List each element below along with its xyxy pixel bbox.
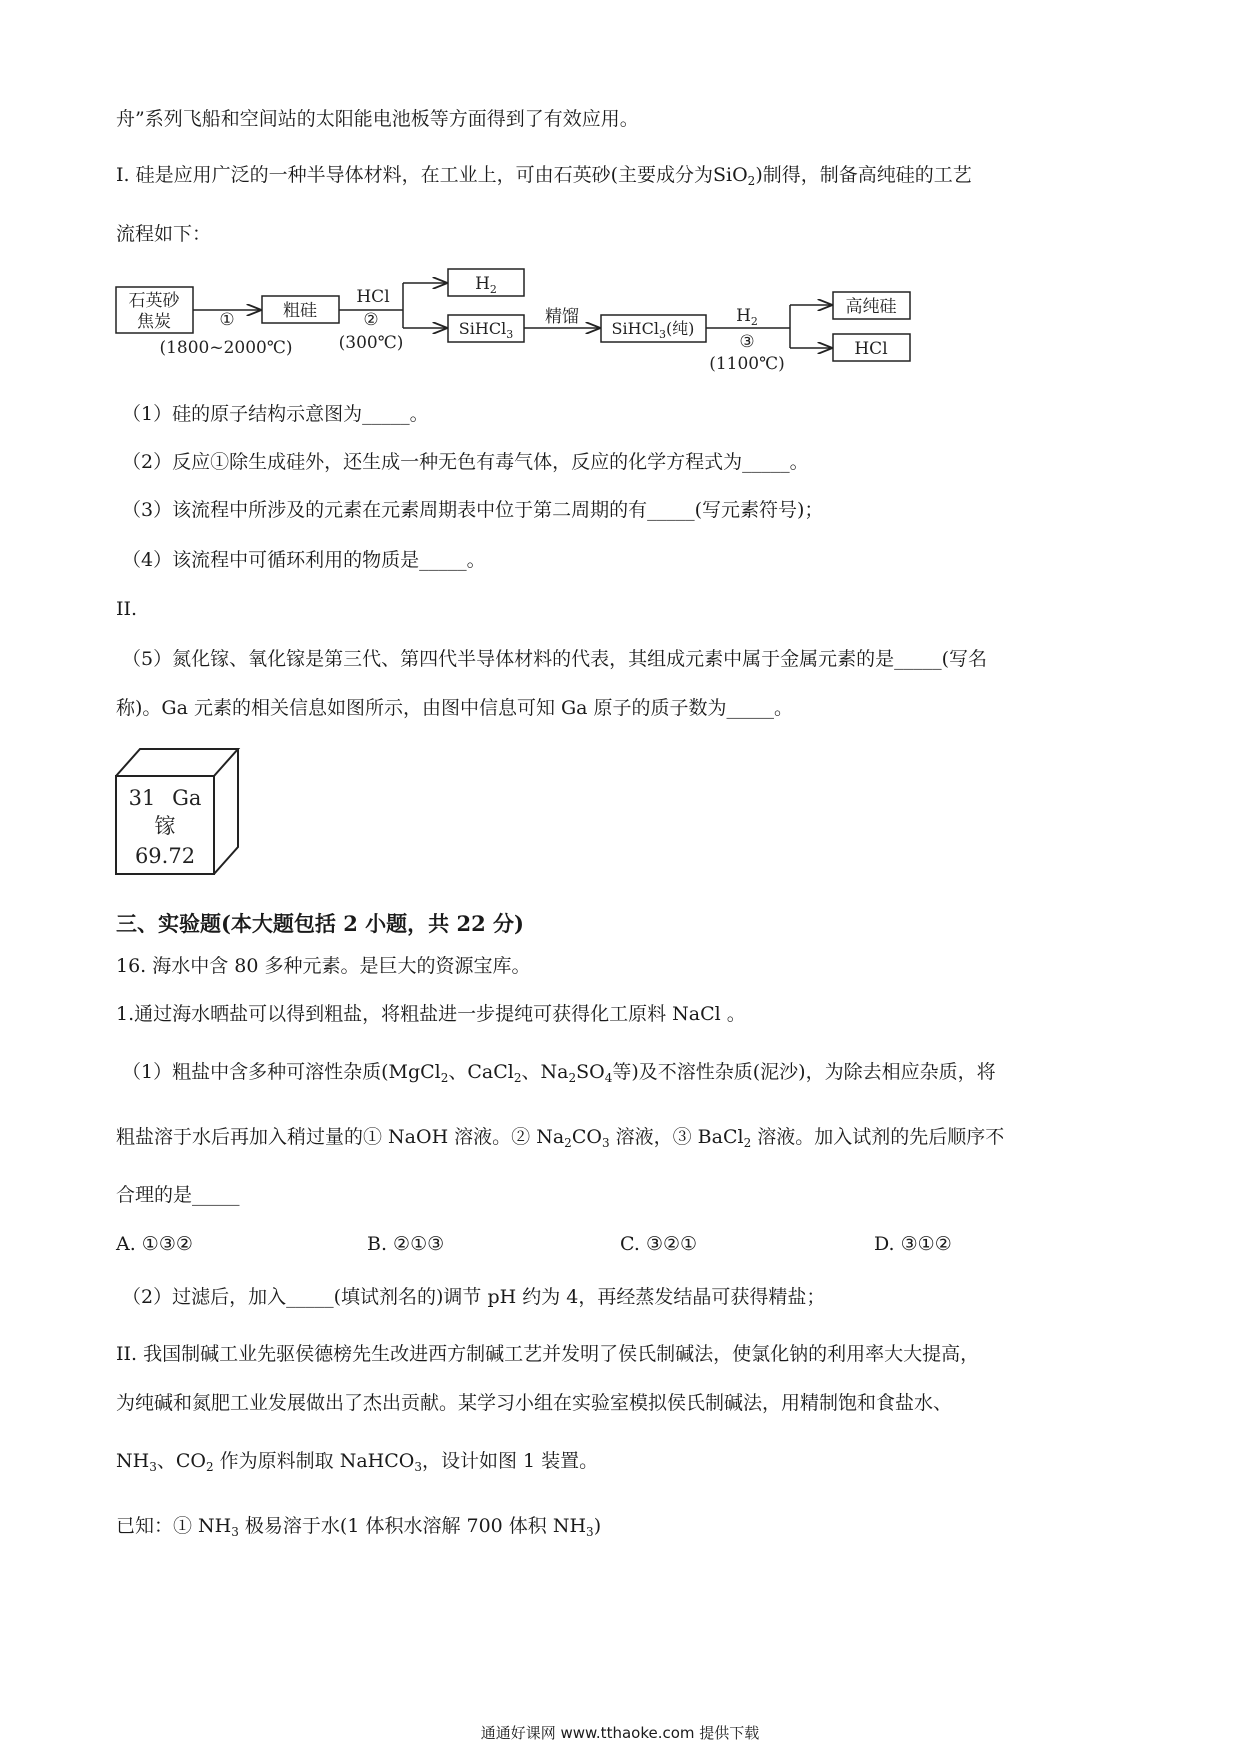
part-ii-line2: 为纯碱和氮肥工业发展做出了杰出贡献。某学习小组在实验室模拟侯氏制碱法，用精制饱和食盐水、: [116, 1392, 953, 1414]
known-line: [116, 1515, 602, 1539]
part1-line1: [116, 164, 972, 188]
text: NH: [116, 1450, 150, 1472]
part-ii-line3: [116, 1450, 599, 1474]
question-5-line1: （5）氮化镓、氧化镓是第三代、第四代半导体材料的代表，其组成元素中属于金属元素的是_____(写名: [122, 648, 988, 670]
subscript: 2: [743, 1136, 752, 1150]
q16-2: （2）过滤后，加入_____(填试剂名的)调节 pH 约为 4，再经蒸发结晶可获得精盐；: [122, 1286, 826, 1308]
reagent-h2: [736, 306, 758, 328]
subscript: 2: [568, 1071, 577, 1085]
text: 溶液。加入试剂的先后顺序不: [751, 1126, 1005, 1148]
element-name: 镓: [154, 814, 176, 838]
text: )制得，制备高纯硅的工艺: [755, 164, 972, 186]
text: 、CaCl: [448, 1061, 514, 1083]
subscript: 2: [440, 1071, 449, 1085]
step-2: ②: [363, 310, 379, 330]
element-cell-ga: [110, 743, 250, 883]
text: 作为原料制取 NaHCO: [213, 1450, 415, 1472]
option-b: B. ②①③: [367, 1233, 445, 1255]
atomic-number: 31: [128, 786, 156, 810]
subscript: 2: [747, 174, 756, 188]
condition-1: (1800~2000℃): [159, 338, 293, 358]
text: SO: [576, 1061, 605, 1083]
part-ii-line1: II. 我国制碱工业先驱侯德榜先生改进西方制碱工艺并发明了侯氏制碱法，使氯化钠的利用率大大提高，: [116, 1343, 980, 1365]
option-d: D. ③①②: [874, 1233, 952, 1255]
subscript: 4: [604, 1071, 613, 1085]
text: 、CO: [156, 1450, 206, 1472]
q16-1-line3: 合理的是_____: [116, 1184, 240, 1206]
intro-line: 舟”系列飞船和空间站的太阳能电池板等方面得到了有效应用。: [116, 108, 639, 130]
subscript: 2: [564, 1136, 572, 1150]
question-2: （2）反应①除生成硅外，还生成一种无色有毒气体，反应的化学方程式为_____。: [122, 451, 809, 473]
box-pure-label: [612, 319, 695, 341]
subscript: 3: [601, 1136, 610, 1150]
question-1: （1）硅的原子结构示意图为_____。: [122, 403, 429, 425]
subscript: 3: [658, 328, 666, 341]
formula: H: [736, 306, 751, 326]
text: I. 硅是应用广泛的一种半导体材料，在工业上，可由石英砂(主要成分为SiO: [116, 164, 748, 186]
question-4: （4）该流程中可循环利用的物质是_____。: [122, 549, 486, 571]
option-a: A. ①③②: [116, 1233, 193, 1255]
box-sihcl3-label: [459, 319, 513, 341]
condition-2: (300℃): [338, 333, 404, 353]
box-h2-label: [475, 274, 497, 296]
formula: SiHCl: [611, 319, 659, 338]
question-3: （3）该流程中所涉及的元素在元素周期表中位于第二周期的有_____(写元素符号)；: [122, 499, 824, 521]
text: ，设计如图 1 装置。: [421, 1450, 599, 1472]
subscript: 2: [205, 1460, 214, 1474]
subscript: 3: [586, 1525, 594, 1539]
subscript: 3: [231, 1525, 239, 1539]
text: CO: [571, 1126, 602, 1148]
question-5-line2: 称)。Ga 元素的相关信息如图所示，由图中信息可知 Ga 原子的质子数为_____。: [116, 697, 794, 719]
subscript: 2: [750, 315, 758, 328]
element-symbol-gap: [165, 786, 172, 810]
box1-label-1: 石英砂: [128, 291, 180, 311]
condition-3: (1100℃): [709, 354, 785, 374]
page-footer: 通通好课网 www.tthaoke.com 提供下载: [480, 1724, 760, 1742]
subscript: 3: [149, 1460, 157, 1474]
formula-suffix: (纯): [665, 319, 695, 338]
section-3-heading: 三、实验题(本大题包括 2 小题，共 22 分): [116, 911, 524, 936]
q16-1-line2: [116, 1126, 1005, 1150]
reagent-hcl: HCl: [356, 287, 390, 307]
box1-label-2: 焦炭: [137, 312, 171, 332]
distill-label: 精馏: [545, 307, 579, 327]
part1-line2: 流程如下：: [116, 223, 212, 245]
box-hcl-label: HCl: [854, 339, 888, 359]
box-pure-si-label: 高纯硅: [845, 297, 897, 317]
formula: H: [475, 274, 490, 294]
subscript: 3: [414, 1460, 422, 1474]
question-16: 16. 海水中含 80 多种元素。是巨大的资源宝库。: [116, 955, 531, 977]
text: （1）粗盐中含多种可溶性杂质(MgCl: [122, 1061, 441, 1083]
question-16-part1: 1.通过海水晒盐可以得到粗盐，将粗盐进一步提纯可获得化工原料 NaCl 。: [116, 1003, 746, 1025]
atomic-number-and-symbol: [129, 786, 202, 810]
text: 等)及不溶性杂质(泥沙)，为除去相应杂质，将: [612, 1061, 996, 1083]
formula: SiHCl: [458, 319, 507, 338]
part2-heading: II.: [116, 598, 138, 620]
option-c: C. ③②①: [620, 1233, 698, 1255]
step-3: ③: [739, 332, 755, 352]
text: 已知：① NH: [116, 1515, 232, 1537]
box2-label: 粗硅: [283, 301, 317, 321]
text: ): [593, 1515, 602, 1537]
step-1: ①: [219, 310, 235, 330]
subscript: 2: [513, 1071, 522, 1085]
subscript: 3: [506, 328, 514, 341]
atomic-mass: 69.72: [134, 844, 196, 868]
text: 溶液，③ BaCl: [609, 1126, 744, 1148]
subscript: 2: [489, 283, 497, 296]
text: 、Na: [521, 1061, 569, 1083]
text: 极易溶于水(1 体积水溶解 700 体积 NH: [238, 1515, 587, 1537]
q16-1-line1: [122, 1061, 996, 1085]
element-symbol: Ga: [172, 786, 202, 810]
text: 粗盐溶于水后再加入稍过量的① NaOH 溶液。② Na: [116, 1126, 565, 1148]
process-flow-diagram: [0, 265, 1240, 385]
